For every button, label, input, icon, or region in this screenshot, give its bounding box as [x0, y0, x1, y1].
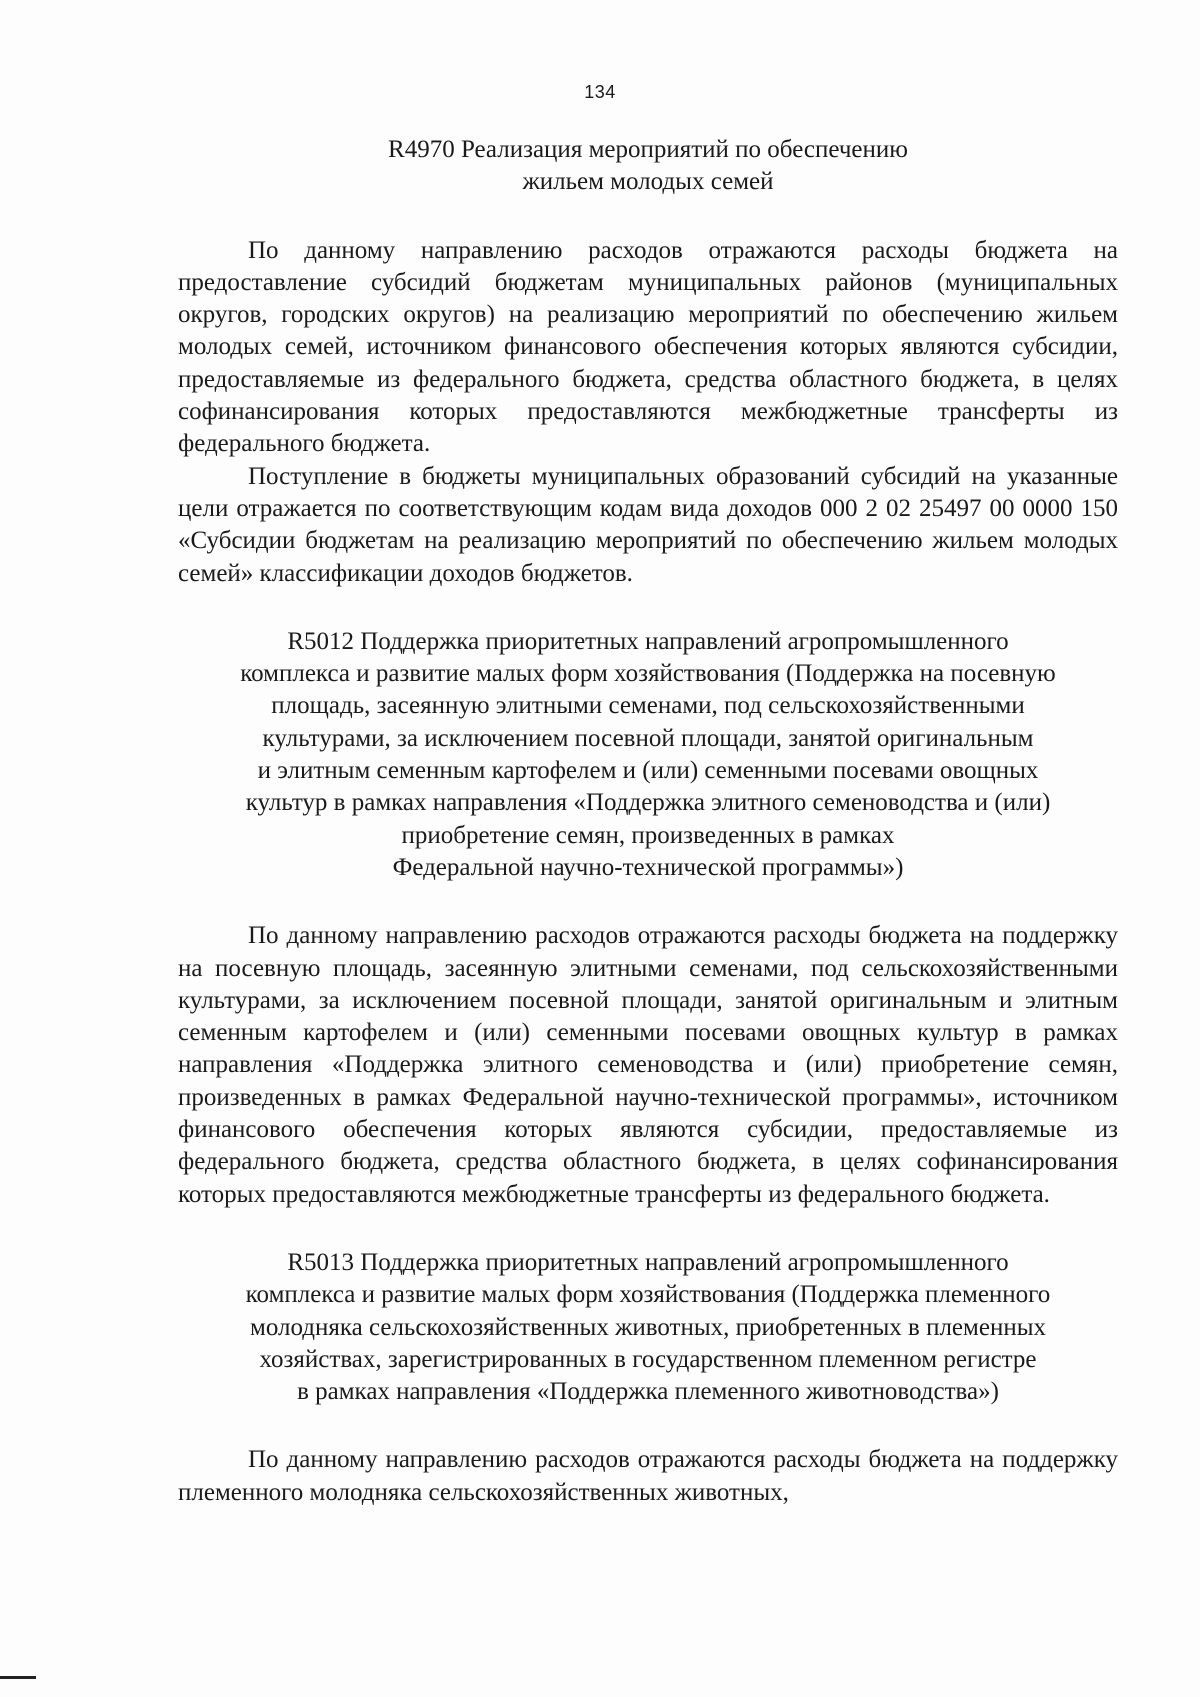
heading-line: культурами, за исключением посевной площади, занятой оригинальным [262, 724, 1034, 752]
paragraph: По данному направлению расходов отражаются расходы бюджета на поддержку на посевную площадь, засеянную элитными семенами, под сельскохозяйственными культурами, за исключением посевной площади, занятой оригинальным и элитным семенным картофелем и (или) семенными посевами овощных культур в рамках направления «Поддержка элитного семеноводства и (или) приобретение семян, произведенных в рамках Федеральной научно-технической программы», источником финансового обеспечения которых являются субсидии, предоставляемые из федерального бюджета, средства областного бюджета, в целях софинансирования которых предоставляются межбюджетные трансферты из федерального бюджета. [178, 922, 1118, 1208]
heading-line: площадь, засеянную элитными семенами, под сельскохозяйственными [271, 692, 1025, 720]
heading-line: R4970 Реализация мероприятий по обеспечению [388, 136, 908, 163]
section-heading-r5012 [178, 626, 1118, 884]
paragraph: Поступление в бюджеты муниципальных образований субсидий на указанные цели отражается по соответствующим кодам вида доходов 000 2 02 25497 00 0000 150 «Субсидии бюджетам на реализацию мероприятий по обеспечению жильем молодых семей» классификации доходов бюджетов. [178, 462, 1118, 587]
heading-line: комплекса и развитие малых форм хозяйствования (Поддержка племенного [245, 1281, 1051, 1309]
heading-line: хозяйствах, зарегистрированных в государственном племенном регистре [259, 1345, 1037, 1373]
heading-line: Федеральной научно-технической программы») [392, 853, 904, 881]
heading-line: в рамках направления «Поддержка племенного животноводства») [297, 1378, 999, 1406]
paragraph: По данному направлению расходов отражаются расходы бюджета на поддержку племенного молодняка сельскохозяйственных животных, [178, 1446, 1118, 1506]
scan-edge-mark [0, 1676, 36, 1697]
heading-line: культур в рамках направления «Поддержка элитного семеноводства и (или) [245, 789, 1051, 817]
section-heading-r5013 [178, 1247, 1118, 1408]
heading-line: комплекса и развитие малых форм хозяйствования (Поддержка на посевную [240, 660, 1056, 688]
page-number: 134 [584, 82, 616, 102]
paragraph: По данному направлению расходов отражаются расходы бюджета на предоставление субсидий бюджетам муниципальных районов (муниципальных округов, городских округов) на реализацию мероприятий по обеспечению жильем молодых семей, источником финансового обеспечения которых являются субсидии, предоставляемые из федерального бюджета, средства областного бюджета, в целях софинансирования которых предоставляются межбюджетные трансферты из федерального бюджета. [178, 236, 1118, 458]
heading-line: R5013 Поддержка приоритетных направлений агропромышленного [287, 1248, 1009, 1276]
document-body [178, 134, 1118, 1509]
heading-line: R5012 Поддержка приоритетных направлений агропромышленного [287, 627, 1009, 655]
heading-line: молодняка сельскохозяйственных животных, приобретенных в племенных [250, 1313, 1046, 1341]
heading-line: приобретение семян, произведенных в рамках [401, 821, 895, 849]
section-heading-r4970 [178, 134, 1118, 199]
heading-line: жильем молодых семей [522, 168, 774, 196]
heading-line: и элитным семенным картофелем и (или) семенными посевами овощных [257, 757, 1039, 785]
